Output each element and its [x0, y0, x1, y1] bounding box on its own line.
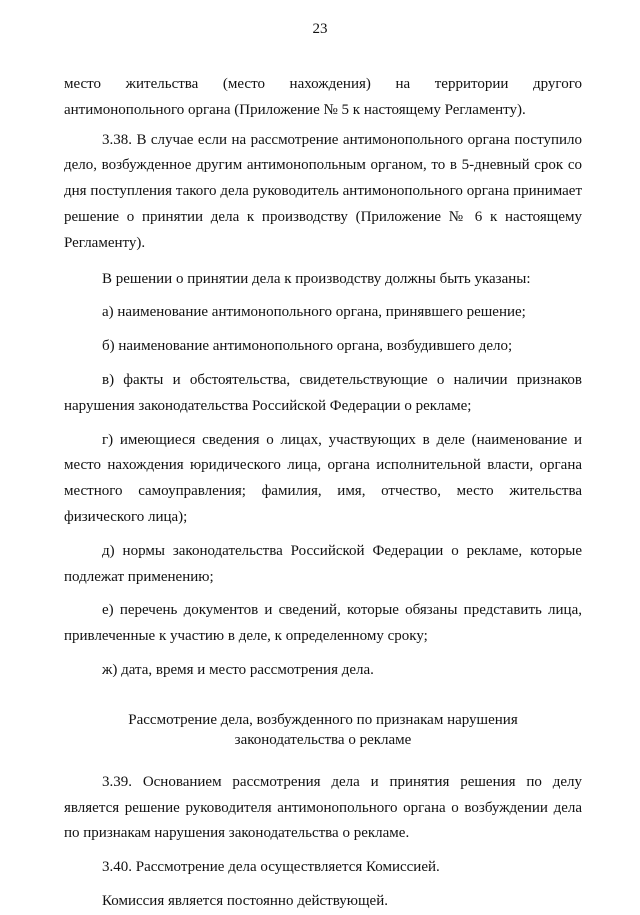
list-item-zh: ж) дата, время и место рассмотрения дела. [102, 661, 374, 678]
paragraph-continuation-line1: место жительства (место нахождения) на территории другого [64, 76, 582, 92]
paragraph-3-39: 3.39. Основанием рассмотрения дела и принятия решения по делу является решение руководителя антимонопольного органа о возбуждении дела по признакам нарушения законодательства о рекламе. [64, 773, 582, 842]
paragraph-3-40: 3.40. Рассмотрение дела осуществляется Комиссией. [102, 859, 440, 876]
section-heading [64, 710, 582, 750]
list-item-d: д) нормы законодательства Российской Федерации о рекламе, которые подлежат применению; [64, 542, 582, 585]
paragraph-decision-contents: В решении о принятии дела к производству должны быть указаны: [102, 270, 531, 287]
paragraph-continuation-line2: антимонопольного органа (Приложение № 5 к настоящему Регламенту). [64, 101, 526, 118]
list-item-b: б) наименование антимонопольного органа, возбудившего дело; [102, 338, 513, 355]
list-item-e: е) перечень документов и сведений, которые обязаны представить лица, привлеченные к участию в деле, к определенному сроку; [64, 602, 582, 645]
paragraph-3-38: 3.38. В случае если на рассмотрение антимонопольного органа поступило дело, возбужденное другим антимонопольным органом, то в 5-дневный срок со дня поступления такого дела руководитель антимонопольного органа принимает решение о принятии дела к производству (Приложение № 6 к настоящему Регламенту). [64, 131, 582, 251]
list-item-a: а) наименование антимонопольного органа, принявшего решение; [102, 304, 526, 321]
page-number: 23 [312, 21, 328, 37]
paragraph-commission: Комиссия является постоянно действующей. [102, 892, 388, 909]
section-heading-line1: Рассмотрение дела, возбужденного по признакам нарушения [128, 711, 518, 728]
list-item-v: в) факты и обстоятельства, свидетельствующие о наличии признаков нарушения законодательства Российской Федерации о рекламе; [64, 371, 582, 414]
document-body [64, 72, 582, 915]
section-heading-line2: законодательства о рекламе [234, 731, 412, 748]
list-item-g: г) имеющиеся сведения о лицах, участвующих в деле (наименование и место нахождения юридического лица, органа исполнительной власти, органа местного самоуправления; фамилия, имя, отчество, место жительства физического лица); [64, 431, 582, 525]
